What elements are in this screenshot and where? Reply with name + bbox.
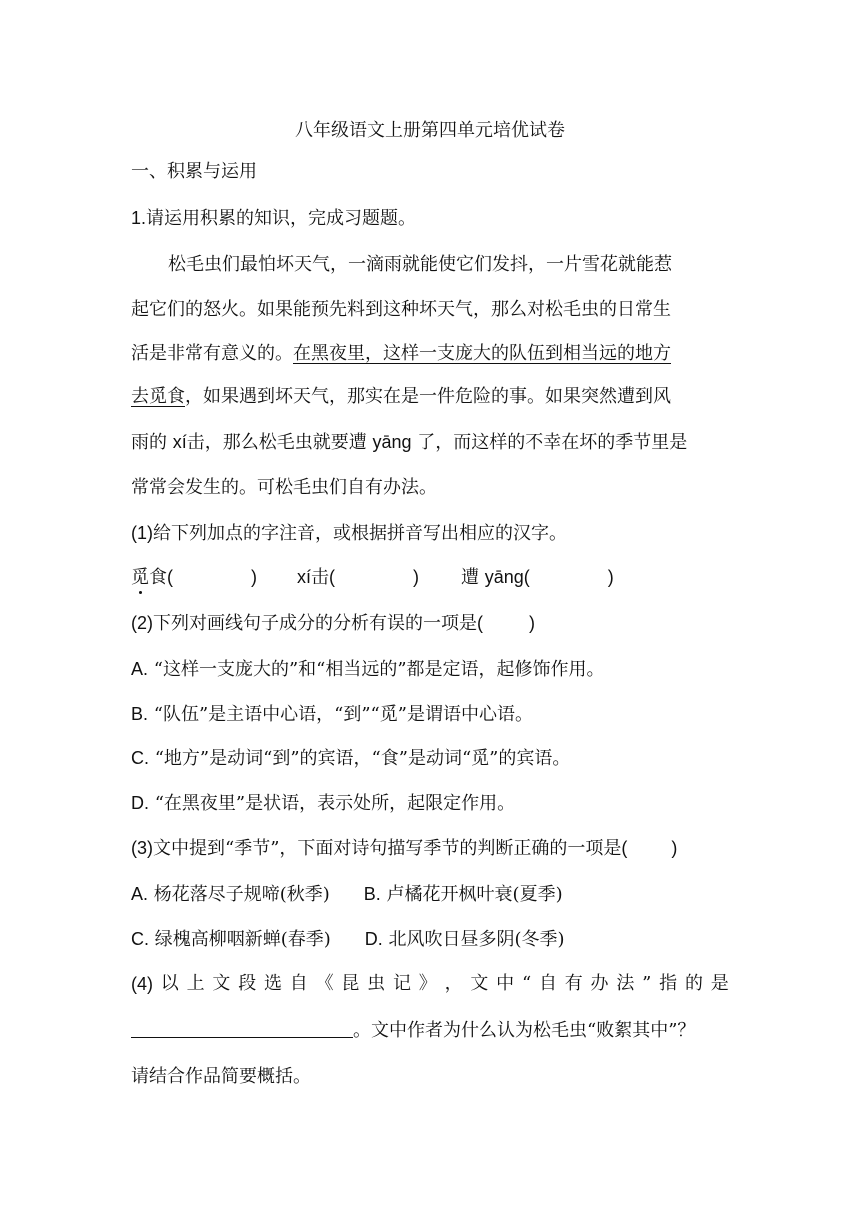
underlined-sentence: 在黑夜里，这样一支庞大的队伍到相当远的地方	[293, 343, 671, 364]
sub-question-4-line-3: 请结合作品简要概括。	[131, 1066, 311, 1087]
passage-line-5: 雨的 xí击，那么松毛虫就要遭 yāng 了，而这样的不幸在坏的季节里是	[131, 432, 688, 453]
sub-question-3: (3)文中提到“季节”，下面对诗句描写季节的判断正确的一项是( )	[131, 838, 678, 859]
option-row-cd	[131, 927, 565, 952]
passage-line-3: 活是非常有意义的。在黑夜里，这样一支庞大的队伍到相当远的地方	[131, 343, 671, 364]
passage-line-6: 常常会发生的。可松毛虫们自有办法。	[131, 477, 437, 498]
sub-question-1: (1)给下列加点的字注音，或根据拼音写出相应的汉字。	[131, 523, 567, 544]
option-row-ab	[131, 882, 563, 907]
underlined-sentence-end: 去觅食	[131, 386, 185, 407]
option-a-poem: A. 杨花落尽子规啼(秋季)	[131, 884, 330, 905]
option-b: B. “队伍”是主语中心语，“到”“觅”是谓语中心语。	[131, 704, 533, 725]
section-heading: 一、积累与运用	[131, 161, 257, 182]
option-a: A. “这样一支庞大的”和“相当远的”都是定语，起修饰作用。	[131, 659, 605, 680]
sub-question-4-line-2: 。文中作者为什么认为松毛虫“败絮其中”？	[131, 1019, 695, 1043]
sub-question-4-line-1: (4) 以 上 文 段 选 自 《 昆 虫 记 》 ， 文 中 “ 自 有 办 法 ” 指 的 是	[131, 973, 729, 994]
item-xi-ji: xí击	[297, 567, 330, 588]
question-1-stem: 1.请运用积累的知识，完成习题题。	[131, 208, 417, 229]
passage-line-4: 去觅食，如果遇到坏天气，那实在是一件危险的事。如果突然遭到风	[131, 386, 671, 407]
page-title: 八年级语文上册第四单元培优试卷	[295, 120, 565, 141]
item-zao-yang: 遭 yāng	[461, 567, 524, 588]
option-d: D. “在黑夜里”是状语，表示处所，起限定作用。	[131, 793, 516, 814]
option-b-poem: B. 卢橘花开枫叶衰(夏季)	[363, 884, 563, 905]
option-c: C. “地方”是动词“到”的宾语，“食”是动词“觅”的宾语。	[131, 748, 571, 769]
passage-line-2: 起它们的怒火。如果能预先料到这种坏天气，那么对松毛虫的日常生	[131, 299, 671, 320]
sub-question-1-answers: 觅食( ) xí击( ) 遭 yāng( )	[131, 567, 614, 588]
passage-line-1: 松毛虫们最怕坏天气，一滴雨就能使它们发抖，一片雪花就能惹	[168, 254, 672, 275]
option-c-poem: C. 绿槐高柳咽新蝉(春季)	[131, 929, 331, 950]
sub-question-2: (2)下列对画线句子成分的分析有误的一项是( )	[131, 613, 535, 634]
option-d-poem: D. 北风吹日昼多阴(冬季)	[364, 929, 565, 950]
item-mi-shi: 觅食	[131, 567, 167, 588]
answer-blank[interactable]	[131, 1019, 353, 1038]
